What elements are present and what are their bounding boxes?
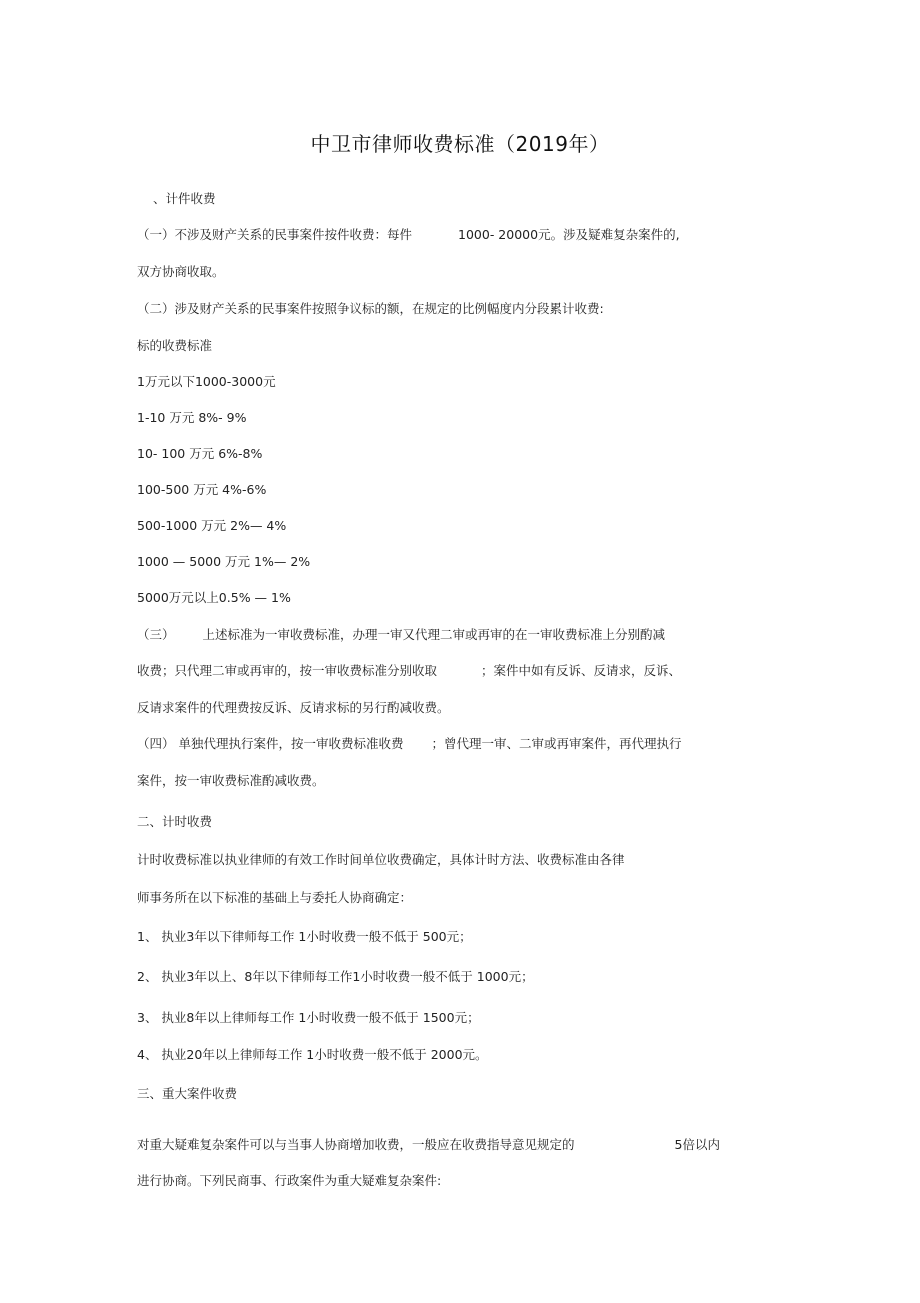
- section-3-heading: 三、重大案件收费: [137, 1086, 238, 1101]
- paragraph-1-text-b: 1000- 20000元。涉及疑难复杂案件的,: [458, 227, 680, 242]
- section-3-text-a2: 5倍以内: [674, 1137, 720, 1152]
- paragraph-2: （二）涉及财产关系的民事案件按照争议标的额，在规定的比例幅度内分段累计收费:: [137, 301, 604, 316]
- paragraph-3-line-1: [137, 627, 665, 643]
- section-3-paragraph-line-1: [137, 1137, 720, 1153]
- fee-tier: 1万元以下1000-3000元: [137, 374, 276, 389]
- paragraph-2-label: 标的收费标准: [137, 338, 213, 353]
- fee-tier: 500-1000 万元 2%— 4%: [137, 518, 287, 533]
- paragraph-4-text-a2: ；曾代理一审、二审或再审案件，再代理执行: [431, 736, 682, 751]
- paragraph-1-line-1: [137, 227, 680, 243]
- section-1-heading: 、计件收费: [153, 191, 216, 206]
- paragraph-3-text-b2: ；案件中如有反诉、反请求，反诉、: [481, 663, 682, 678]
- fee-tier: 1000 — 5000 万元 1%— 2%: [137, 554, 311, 569]
- section-2-paragraph-line-2: 师事务所在以下标准的基础上与委托人协商确定：: [137, 890, 413, 905]
- fee-tier: 100-500 万元 4%-6%: [137, 482, 267, 497]
- fee-tier: 10- 100 万元 6%-8%: [137, 446, 263, 461]
- paragraph-3-text-b1: 收费；只代理二审或再审的，按一审收费标准分别收取: [137, 663, 438, 678]
- paragraph-3-text-a: 上述标准为一审收费标准，办理一审又代理二审或再审的在一审收费标准上分别酌减: [202, 627, 666, 642]
- paragraph-3-marker: （三）: [137, 627, 175, 642]
- paragraph-3-line-3: 反请求案件的代理费按反诉、反请求标的另行酌减收费。: [137, 700, 450, 715]
- paragraph-4-text-a1: （四） 单独代理执行案件，按一审收费标准收费: [137, 736, 404, 751]
- paragraph-1-line-2: 双方协商收取。: [137, 264, 225, 279]
- hourly-rate-item: 2、 执业3年以上、8年以下律师每工作1小时收费一般不低于 1000元；: [137, 969, 534, 984]
- section-2-paragraph-line-1: 计时收费标准以执业律师的有效工作时间单位收费确定，具体计时方法、收费标准由各律: [137, 852, 625, 867]
- section-2-heading: 二、计时收费: [137, 814, 213, 829]
- paragraph-4-line-2: 案件，按一审收费标准酌减收费。: [137, 773, 325, 788]
- hourly-rate-item: 1、 执业3年以下律师每工作 1小时收费一般不低于 500元；: [137, 929, 472, 944]
- page-title: 中卫市律师收费标准（2019年）: [310, 132, 610, 156]
- paragraph-1-text-a: （一）不涉及财产关系的民事案件按件收费：每件: [137, 227, 413, 242]
- hourly-rate-item: 3、 执业8年以上律师每工作 1小时收费一般不低于 1500元；: [137, 1010, 480, 1025]
- paragraph-4-line-1: [137, 736, 682, 752]
- fee-tier: 5000万元以上0.5% — 1%: [137, 590, 291, 605]
- hourly-rate-item: 4、 执业20年以上律师每工作 1小时收费一般不低于 2000元。: [137, 1047, 488, 1062]
- section-3-paragraph-line-2: 进行协商。下列民商事、行政案件为重大疑难复杂案件:: [137, 1173, 442, 1188]
- paragraph-3-line-2: [137, 663, 681, 679]
- fee-tier: 1-10 万元 8%- 9%: [137, 410, 247, 425]
- section-3-text-a1: 对重大疑难复杂案件可以与当事人协商增加收费，一般应在收费指导意见规定的: [137, 1137, 575, 1152]
